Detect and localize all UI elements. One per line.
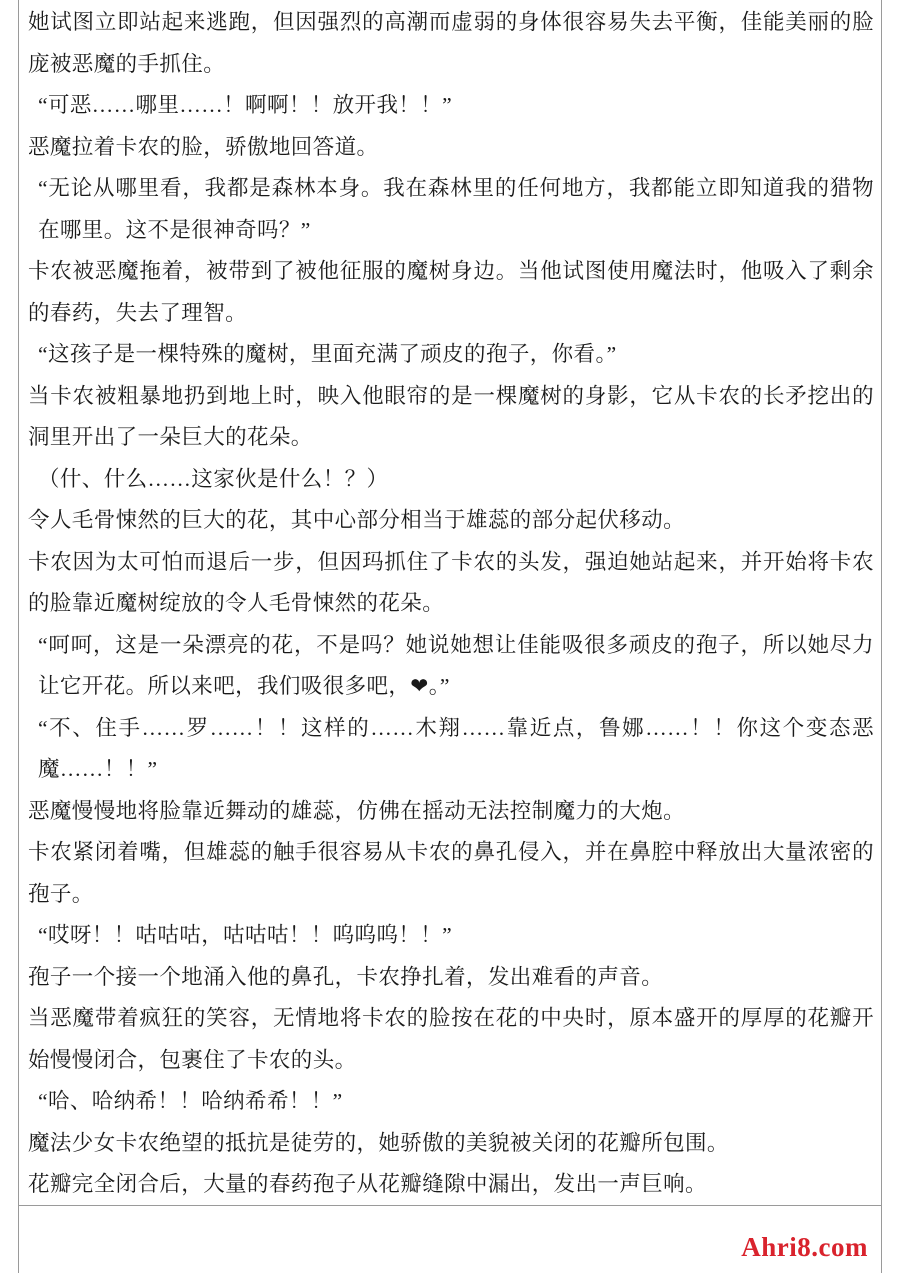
paragraph: 卡农被恶魔拖着，被带到了被他征服的魔树身边。当他试图使用魔法时，他吸入了剩余的春药，失去了理智。 bbox=[28, 259, 874, 325]
paragraph: 魔法少女卡农绝望的抵抗是徒劳的，她骄傲的美貌被关闭的花瓣所包围。 bbox=[28, 1130, 729, 1155]
paragraph: “这孩子是一棵特殊的魔树，里面充满了顽皮的孢子，你看。” bbox=[38, 342, 617, 366]
paragraph: “哎呀！！咕咕咕，咕咕咕！！呜呜呜！！” bbox=[38, 923, 453, 947]
paragraph: “呵呵，这是一朵漂亮的花，不是吗？她说她想让佳能吸很多顽皮的孢子，所以她尽力让它开花。所以来吧，我们吸很多吧，❤。” bbox=[38, 632, 874, 698]
paragraph: “无论从哪里看，我都是森林本身。我在森林里的任何地方，我都能立即知道我的猎物在哪里。这不是很神奇吗？” bbox=[38, 176, 874, 242]
novel-text-body bbox=[28, 2, 874, 1206]
paragraph: 卡农因为太可怕而退后一步，但因玛抓住了卡农的头发，强迫她站起来，并开始将卡农的脸靠近魔树绽放的令人毛骨悚然的花朵。 bbox=[28, 549, 874, 615]
paragraph: “哈、哈纳希！！哈纳希希！！” bbox=[38, 1089, 343, 1113]
paragraph: 孢子一个接一个地涌入他的鼻孔，卡农挣扎着，发出难看的声音。 bbox=[28, 964, 664, 989]
page-border-right bbox=[881, 0, 882, 1273]
paragraph: 她试图立即站起来逃跑，但因强烈的高潮而虚弱的身体很容易失去平衡，佳能美丽的脸庞被恶魔的手抓住。 bbox=[28, 10, 874, 76]
paragraph: 令人毛骨悚然的巨大的花，其中心部分相当于雄蕊的部分起伏移动。 bbox=[28, 508, 686, 532]
paragraph: 当恶魔带着疯狂的笑容，无情地将卡农的脸按在花的中央时，原本盛开的厚厚的花瓣开始慢慢闭合，包裹住了卡农的头。 bbox=[28, 1006, 874, 1072]
site-watermark: Ahri8.com bbox=[741, 1232, 868, 1262]
paragraph: 恶魔拉着卡农的脸，骄傲地回答道。 bbox=[28, 134, 379, 159]
paragraph: “不、住手……罗……！！这样的……木翔……靠近点，鲁娜……！！你这个变态恶魔……！！” bbox=[38, 715, 874, 781]
paragraph: （什、什么……这家伙是什么！？） bbox=[38, 466, 389, 491]
paragraph: 花瓣完全闭合后，大量的春药孢子从花瓣缝隙中漏出，发出一声巨响。 bbox=[28, 1172, 707, 1196]
paragraph: 卡农紧闭着嘴，但雄蕊的触手很容易从卡农的鼻孔侵入，并在鼻腔中释放出大量浓密的孢子。 bbox=[28, 840, 874, 906]
paragraph: “可恶……哪里……！啊啊！！放开我！！” bbox=[38, 93, 453, 117]
page-border-left bbox=[18, 0, 19, 1273]
paragraph: 当卡农被粗暴地扔到地上时，映入他眼帘的是一棵魔树的身影，它从卡农的长矛挖出的洞里开出了一朵巨大的花朵。 bbox=[28, 383, 874, 449]
paragraph: 恶魔慢慢地将脸靠近舞动的雄蕊，仿佛在摇动无法控制魔力的大炮。 bbox=[28, 798, 686, 823]
